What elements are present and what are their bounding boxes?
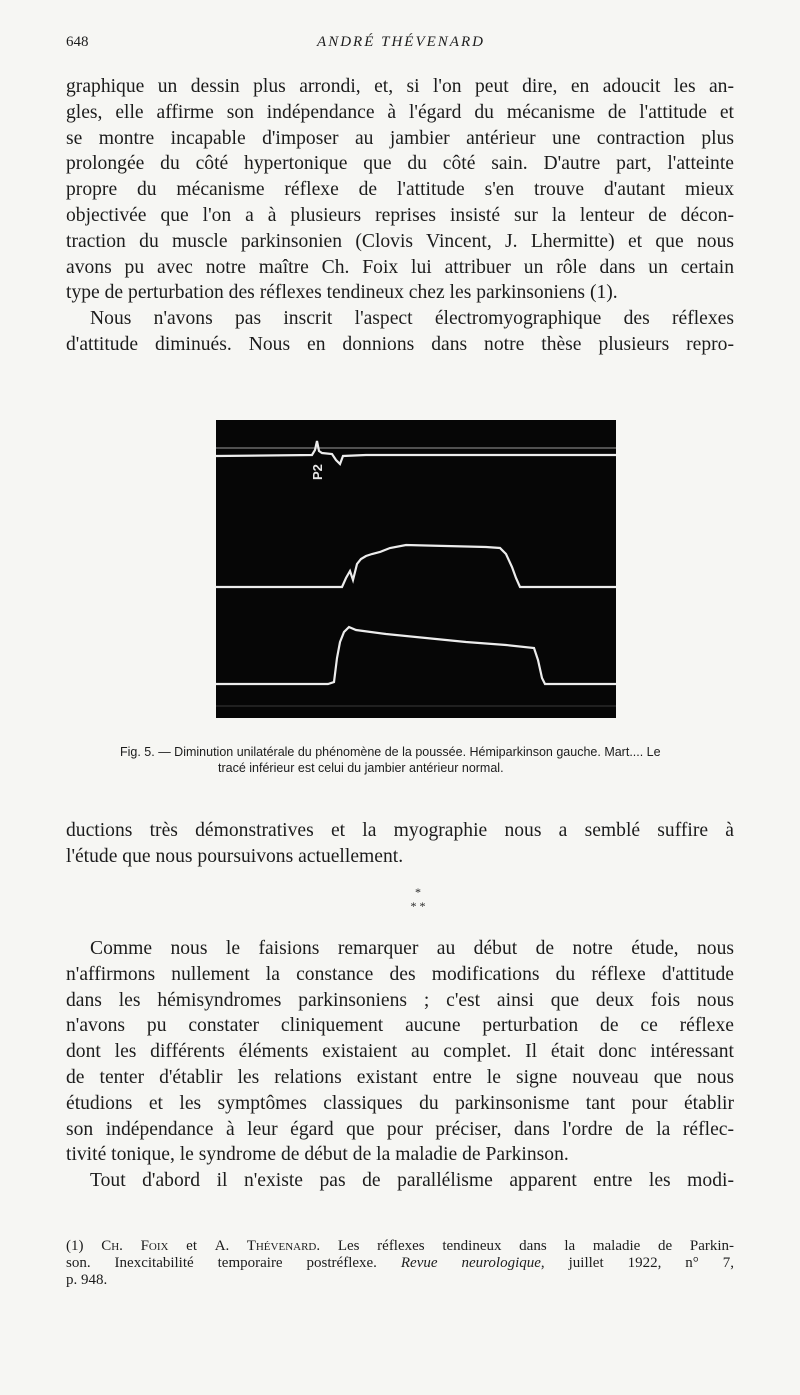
footnote [66,1238,734,1289]
running-title: ANDRÉ THÉVENARD [317,34,485,50]
separator-bottom: * * [410,899,426,913]
text-line: étudions et les symptômes classiques du parkinsonisme tant pour établir [66,1092,734,1114]
footnote-marker: (1) [66,1238,102,1254]
paragraph-1 [66,74,734,306]
text-line: d'attitude diminués. Nous en donnions dans notre thèse plusieurs repro- [66,333,734,355]
text-line: son indépendance à leur égard que pour préciser, dans l'ordre de la réflec- [66,1118,734,1140]
text-line: n'affirmons nullement la constance des modifications du réflexe d'attitude [66,963,734,985]
section-separator [398,885,438,921]
text-line: gles, elle affirme son indépendance à l'égard du mécanisme de l'attitude et [66,101,734,123]
footnote-text: , juillet 1922, n° 7, [540,1255,734,1271]
footnote-text: . Les réflexes tendineux dans la maladie de Parkin- [316,1238,735,1254]
running-header [66,34,736,58]
footnote-author: A. Thévenard [214,1238,317,1254]
text-line: se montre incapable d'imposer au jambier antérieur une contraction plus [66,127,734,149]
paragraph-2 [66,306,734,358]
text-line: objectivée que l'on a à plusieurs reprises insisté sur la lenteur de décon- [66,204,734,226]
text-line: propre du mécanisme réflexe de l'attitude s'en trouve d'autant mieux [66,179,734,201]
footnote-text: son. Inexcitabilité temporaire postréflexe. [66,1255,401,1271]
text-line: tivité tonique, le syndrome de début de la maladie de Parkinson. [66,1144,569,1166]
footnote-line: p. 948. [66,1272,108,1288]
figure-background [216,420,616,718]
text-line: Tout d'abord il n'existe pas de parallélisme apparent entre les modi- [90,1170,734,1191]
text-line: l'étude que nous poursuivons actuellement. [66,845,404,867]
text-line: ductions très démonstratives et la myographie nous a semblé suffire à [66,820,734,841]
myograph-traces [216,420,616,718]
figure-caption [120,745,780,776]
text-line: traction du muscle parkinsonien (Clovis Vincent, J. Lhermitte) et que nous [66,230,734,252]
myograph-figure [216,420,616,718]
text-line: dont les différents éléments existaient au complet. Il était donc intéressant [66,1041,734,1063]
footnote-author: Ch. Foix [101,1238,169,1254]
text-line: prolongée du côté hypertonique que du côté sain. D'autre part, l'atteinte [66,153,734,175]
text-line: n'avons pu constater cliniquement aucune perturbation de ce réflexe [66,1015,734,1037]
caption-line: Fig. 5. — Diminution unilatérale du phénomène de la poussée. Hémiparkinson gauche. Mart.... Le [120,745,661,759]
text-line: Nous n'avons pas inscrit l'aspect électromyographique des réflexes [90,308,734,329]
footnote-line [66,1255,734,1272]
paragraph-4 [66,936,734,1168]
text-line: Comme nous le faisions remarquer au début de notre étude, nous [90,938,734,959]
footnote-journal: Revue neurologique [400,1255,541,1271]
footnote-line [66,1238,734,1255]
separator-top: * [415,885,421,899]
text-line: graphique un dessin plus arrondi, et, si l'on peut dire, en adoucit les an- [66,76,734,97]
trace-label: P2 [310,464,325,480]
paragraph-5 [66,1168,734,1194]
text-line: type de perturbation des réflexes tendineux chez les parkinsoniens (1). [66,282,618,304]
page-number: 648 [66,34,89,50]
text-line: de tenter d'établir les relations existant entre le signe nouveau que nous [66,1066,734,1088]
text-line: dans les hémisyndromes parkinsoniens ; c'est ainsi que deux fois nous [66,989,734,1011]
footnote-text: et [168,1238,215,1254]
text-line: avons pu avec notre maître Ch. Foix lui attribuer un rôle dans un certain [66,256,734,278]
paragraph-3 [66,818,734,870]
caption-line: tracé inférieur est celui du jambier antérieur normal. [218,760,504,775]
